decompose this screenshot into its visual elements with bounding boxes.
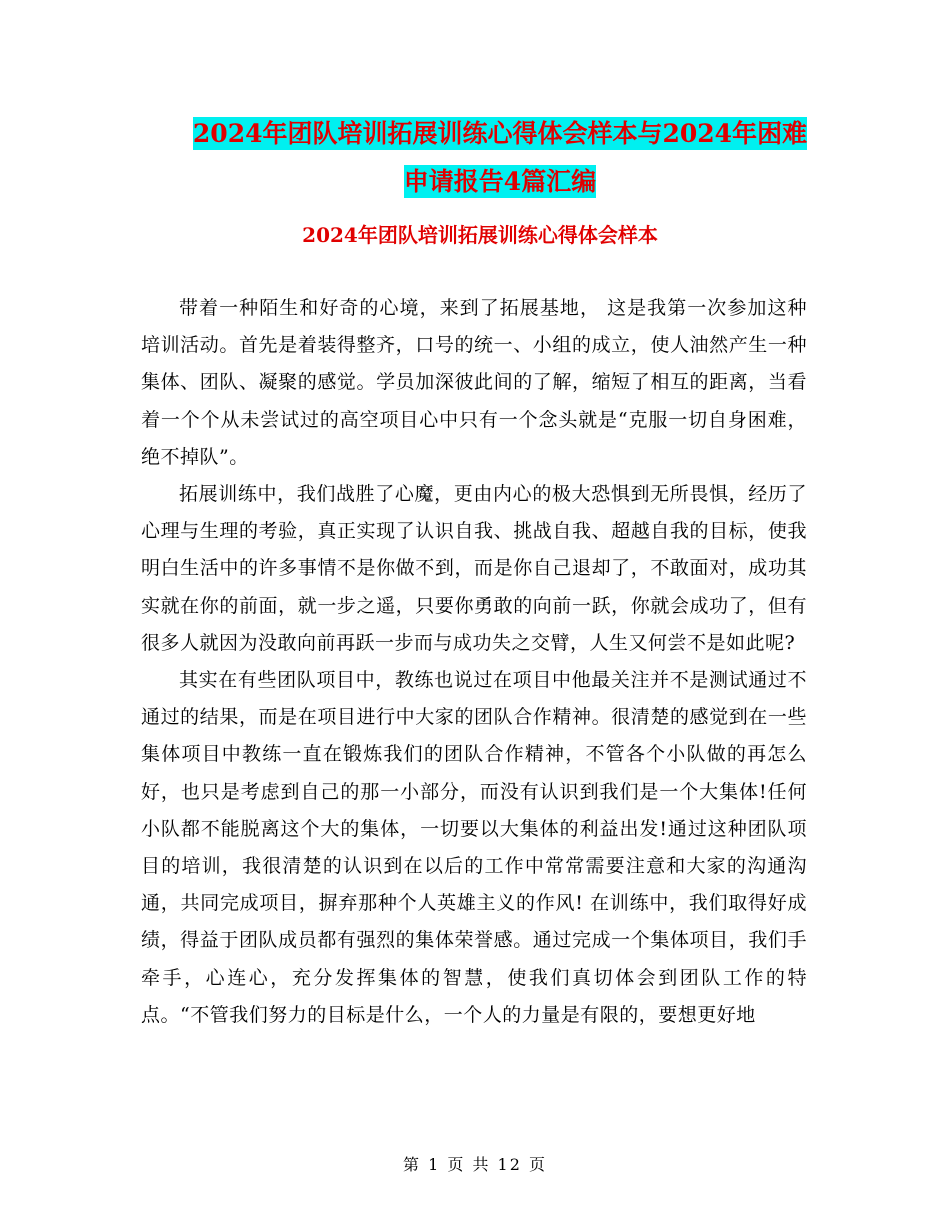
body-text <box>141 290 807 1034</box>
paragraph-2: 拓展训练中，我们战胜了心魔，更由内心的极大恐惧到无所畏惧，经历了心理与生理的考验，真正实现了认识自我、挑战自我、超越自我的目标，使我明白生活中的许多事情不是你做不到，而是你自己退却了，不敢面对，成功其实就在你的前面，就一步之遥，只要你勇敢的向前一跃，你就会成功了，但有很多人就因为没敢向前再跃一步而与成功失之交臂，人生又何尝不是如此呢? <box>141 483 807 654</box>
section-title: 2024年团队培训拓展训练心得体会样本 <box>302 223 658 247</box>
document-title-line1: 2024年团队培训拓展训练心得体会样本与2024年困难 <box>192 119 808 148</box>
paragraph-1: 带着一种陌生和好奇的心境，来到了拓展基地， 这是我第一次参加这种培训活动。首先是着装得整齐，口号的统一、小组的成立，使人油然产生一种集体、团队、凝聚的感觉。学员加深彼此间的了解，缩短了相互的距离，当看着一个个从未尝试过的高空项目心中只有一个念头就是“克服一切自身困难，绝不掉队”。 <box>141 297 807 468</box>
document-title-line2: 申请报告4篇汇编 <box>403 167 597 196</box>
paragraph-3: 其实在有些团队项目中，教练也说过在项目中他最关注并不是测试通过不通过的结果，而是在项目进行中大家的团队合作精神。很清楚的感觉到在一些集体项目中教练一直在锻炼我们的团队合作精神，不管各个小队做的再怎么好，也只是考虑到自己的那一小部分，而没有认识到我们是一个大集体!任何小队都不能脱离这个大的集体，一切要以大集体的利益出发!通过这种团队项目的培训，我很清楚的认识到在以后的工作中常常需要注意和大家的沟通沟通，共同完成项目，摒弃那种个人英雄主义的作风! 在训练中，我们取得好成绩，得益于团队成员都有强烈的集体荣誉感。通过完成一个集体项目，我们手牵手，心连心，充分发挥集体的智慧，使我们真切体会到团队工作的特点。“不管我们努力的目标是什么，一个人的力量是有限的，要想更好地 <box>141 669 807 1026</box>
page-footer: 第 1 页 共 12 页 <box>403 1155 547 1174</box>
document-title <box>140 110 860 206</box>
